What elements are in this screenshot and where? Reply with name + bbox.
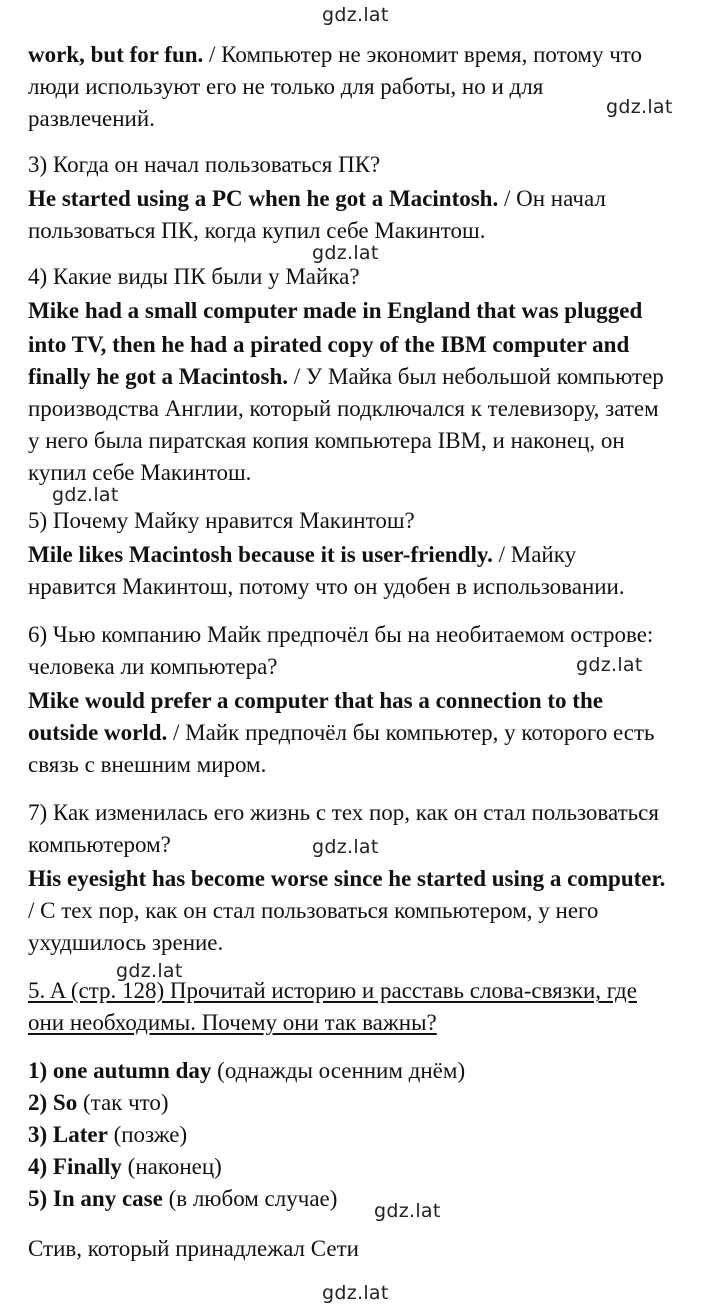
answer-russian: люди используют его не только для работы, но и для	[28, 74, 544, 99]
linking-word: 1) one autumn day	[28, 1058, 212, 1083]
answer-english: Mike would prefer a computer that has a connection to the	[28, 688, 603, 713]
answer-line	[28, 540, 708, 570]
watermark: gdz.lat	[52, 484, 119, 506]
linking-word-translation: (так что)	[77, 1090, 169, 1115]
answer-english: Mike had a small computer made in England that was plugged	[28, 298, 643, 323]
linking-word: 5) In any case	[28, 1186, 163, 1211]
answer-russian: пользоваться ПК, когда купил себе Макинтош.	[28, 218, 486, 243]
answer-russian: купил себе Макинтош.	[28, 460, 252, 485]
question-3: 3) Когда он начал пользоваться ПК?	[28, 152, 381, 177]
watermark: gdz.lat	[606, 96, 673, 118]
question-6: 6) Чью компанию Майк предпочёл бы на необитаемом острове:	[28, 622, 654, 647]
linking-word-translation: (позже)	[107, 1122, 188, 1147]
answer-english: outside world.	[28, 720, 168, 745]
watermark: gdz.lat	[312, 242, 379, 264]
question-7: компьютером?	[28, 832, 171, 857]
list-item	[28, 1184, 708, 1214]
linking-word: 3) Later	[28, 1122, 108, 1147]
list-item	[28, 1056, 708, 1086]
answer-russian: / С тех пор, как он стал пользоваться компьютером, у него	[28, 898, 599, 923]
linking-word: 2) So	[28, 1090, 78, 1115]
answer-russian: развлечений.	[28, 106, 155, 131]
answer-english: into TV, then he had a pirated copy of the IBM computer and	[28, 332, 630, 357]
linking-word-translation: (однажды осенним днём)	[211, 1058, 466, 1083]
answer-english: He started using a PC when he got a Macintosh.	[28, 186, 499, 211]
list-item	[28, 1152, 708, 1182]
answer-english: Mile likes Macintosh because it is user-friendly.	[28, 542, 493, 567]
linking-word-translation: (в любом случае)	[162, 1186, 338, 1211]
watermark: gdz.lat	[322, 1282, 389, 1304]
linking-word-translation: (наконец)	[121, 1154, 222, 1179]
watermark: gdz.lat	[322, 4, 389, 26]
answer-russian: связь с внешним миром.	[28, 752, 267, 777]
question-7: 7) Как изменилась его жизнь с тех пор, как он стал пользоваться	[28, 800, 659, 825]
watermark: gdz.lat	[116, 960, 183, 982]
answer-russian: ухудшилось зрение.	[28, 930, 224, 955]
story-text: Стив, который принадлежал Сети	[28, 1236, 359, 1261]
answer-russian: / Майк предпочёл бы компьютер, у которого есть	[167, 720, 655, 745]
answer-russian: / У Майка был небольшой компьютер	[288, 364, 664, 389]
answer-russian: у него была пиратская копия компьютера IBM, и наконец, он	[28, 428, 625, 453]
answer-russian: производства Англии, который подключался к телевизору, затем	[28, 396, 659, 421]
linking-word: 4) Finally	[28, 1154, 122, 1179]
question-4: 4) Какие виды ПК были у Майка?	[28, 264, 360, 289]
answer-english: finally he got a Macintosh.	[28, 364, 289, 389]
question-6: человека ли компьютера?	[28, 654, 278, 679]
answer-russian: / Он начал	[498, 186, 606, 211]
answer-line	[28, 184, 708, 214]
answer-russian: / Майку	[492, 542, 577, 567]
watermark: gdz.lat	[312, 836, 379, 858]
answer-english: work, but for fun.	[28, 42, 204, 67]
answer-line	[28, 718, 708, 748]
watermark: gdz.lat	[374, 1200, 441, 1222]
answer-russian: / Компьютер не экономит время, потому что	[203, 42, 643, 67]
answer-english: His eyesight has become worse since he started using a computer.	[28, 866, 666, 891]
question-5: 5) Почему Майку нравится Макинтош?	[28, 508, 415, 533]
answer-line	[28, 40, 708, 70]
answer-line	[28, 362, 708, 392]
list-item	[28, 1088, 708, 1118]
task-heading: 5. A (стр. 128) Прочитай историю и расставь слова-связки, где	[28, 978, 637, 1003]
task-heading: они необходимы. Почему они так важны?	[28, 1010, 437, 1035]
answer-russian: нравится Макинтош, потому что он удобен в использовании.	[28, 574, 625, 599]
list-item	[28, 1120, 708, 1150]
watermark: gdz.lat	[576, 654, 643, 676]
